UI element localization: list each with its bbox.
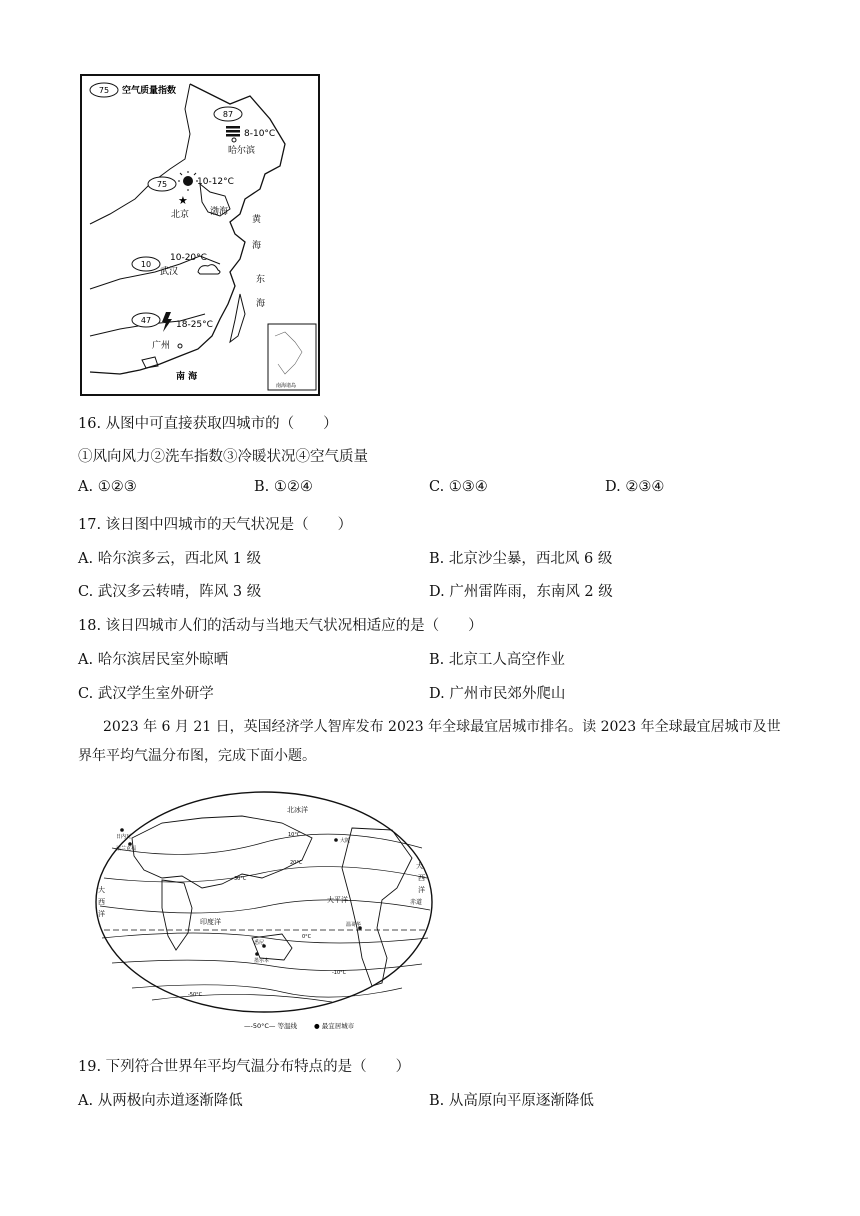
legend-value: 75: [98, 86, 110, 95]
inset-label: 南海诸岛: [275, 383, 297, 389]
guangzhou-temp: 18-25°C: [176, 320, 213, 330]
geneva-label: 日内瓦: [116, 834, 132, 840]
world-isotherm-map: [92, 788, 437, 1033]
q19-option-a[interactable]: A. 从两极向赤道逐渐降低: [78, 1093, 243, 1109]
atlantic-left-3: 洋: [98, 910, 105, 918]
indian-ocean-label: 印度洋: [200, 918, 221, 926]
pacific-ocean-label: 大平洋: [327, 896, 348, 904]
sydney-label: 悉尼: [254, 940, 265, 946]
frankfurt-label: 法兰克福: [116, 846, 137, 852]
east-sea-label-2: 海: [256, 299, 266, 309]
harbin-temp: 8-10°C: [244, 129, 276, 139]
q17-option-b[interactable]: B. 北京沙尘暴，西北风 6 级: [429, 551, 613, 567]
q16-option-c[interactable]: C. ①③④: [429, 479, 488, 495]
q18-option-a[interactable]: A. 哈尔滨居民室外晾晒: [78, 652, 229, 668]
overcast-icon: [226, 126, 240, 137]
wuhan-name: 武汉: [160, 267, 179, 277]
atlantic-right-1: 大: [416, 862, 423, 870]
iso-minus10c: -10°C: [332, 970, 347, 976]
q19-option-b[interactable]: B. 从高原向平原逐渐降低: [429, 1093, 594, 1109]
legend-label: 空气质量指数: [122, 86, 177, 96]
beijing-temp: 10-12°C: [197, 177, 234, 187]
iso-10c: 10°C: [288, 832, 301, 838]
arctic-ocean-label: 北冰洋: [287, 806, 308, 814]
q18-stem: 18. 该日四城市人们的活动与当地天气状况相适应的是（ ）: [78, 618, 483, 634]
yellow-sea-label-1: 黄: [252, 215, 262, 225]
iso-minus50c: -50°C: [188, 992, 203, 998]
china-weather-map: [80, 74, 320, 396]
atlantic-left-2: 西: [98, 898, 105, 906]
beijing-aqi: 75: [156, 180, 168, 189]
q18-option-d[interactable]: D. 广州市民郊外爬山: [429, 686, 566, 702]
q17-option-d[interactable]: D. 广州雷阵雨，东南风 2 级: [429, 584, 613, 600]
q16-items: ①风向风力②洗车指数③冷暖状况④空气质量: [78, 449, 368, 465]
south-sea-label: 南 海: [176, 372, 198, 382]
equator-label: 赤道: [410, 899, 423, 906]
iso-30c: 30°C: [234, 876, 247, 882]
atlantic-right-3: 洋: [418, 886, 425, 894]
atlantic-right-2: 西: [418, 874, 425, 882]
q18-option-c[interactable]: C. 武汉学生室外研学: [78, 686, 214, 702]
q16-option-b[interactable]: B. ①②④: [254, 479, 313, 495]
guangzhou-aqi: 47: [140, 316, 152, 325]
wuhan-temp: 10-20°C: [170, 253, 207, 263]
q16-option-a[interactable]: A. ①②③: [78, 479, 137, 495]
legend-isotherm: —-50°C— 等温线: [244, 1022, 297, 1030]
wuhan-aqi: 10: [140, 260, 152, 269]
harbin-name: 哈尔滨: [228, 146, 256, 156]
melbourne-label: 墨尔本: [254, 958, 270, 964]
east-sea-label-1: 东: [256, 275, 266, 285]
legend-livable-city: ● 最宜居城市: [314, 1022, 355, 1030]
bohai-label: 渤海: [210, 207, 229, 217]
q16-option-d[interactable]: D. ②③④: [605, 479, 665, 495]
yellow-sea-label-2: 海: [252, 241, 262, 251]
q19-stem: 19. 下列符合世界年平均气温分布特点的是（ ）: [78, 1059, 411, 1075]
q17-option-a[interactable]: A. 哈尔滨多云，西北风 1 级: [78, 551, 262, 567]
q17-option-c[interactable]: C. 武汉多云转晴，阵风 3 级: [78, 584, 262, 600]
capital-star-icon: ★: [178, 194, 188, 207]
iso-0c: 0°C: [302, 934, 312, 940]
guangzhou-name: 广州: [152, 341, 171, 351]
harbin-aqi: 87: [222, 110, 234, 119]
vancouver-label: 温哥华: [346, 922, 362, 928]
q16-stem: 16. 从图中可直接获取四城市的（ ）: [78, 416, 338, 432]
q18-option-b[interactable]: B. 北京工人高空作业: [429, 652, 565, 668]
osaka-label: 大阪: [340, 838, 351, 844]
beijing-name: 北京: [171, 210, 190, 220]
q17-stem: 17. 该日图中四城市的天气状况是（ ）: [78, 517, 353, 533]
passage-text: 2023 年 6 月 21 日，英国经济学人智库发布 2023 年全球最宜居城市排名。读 2023 年全球最宜居城市及世界年平均气温分布图，完成下面小题。: [78, 719, 781, 764]
iso-20c: 20°C: [290, 860, 303, 866]
atlantic-left-1: 大: [98, 886, 105, 894]
